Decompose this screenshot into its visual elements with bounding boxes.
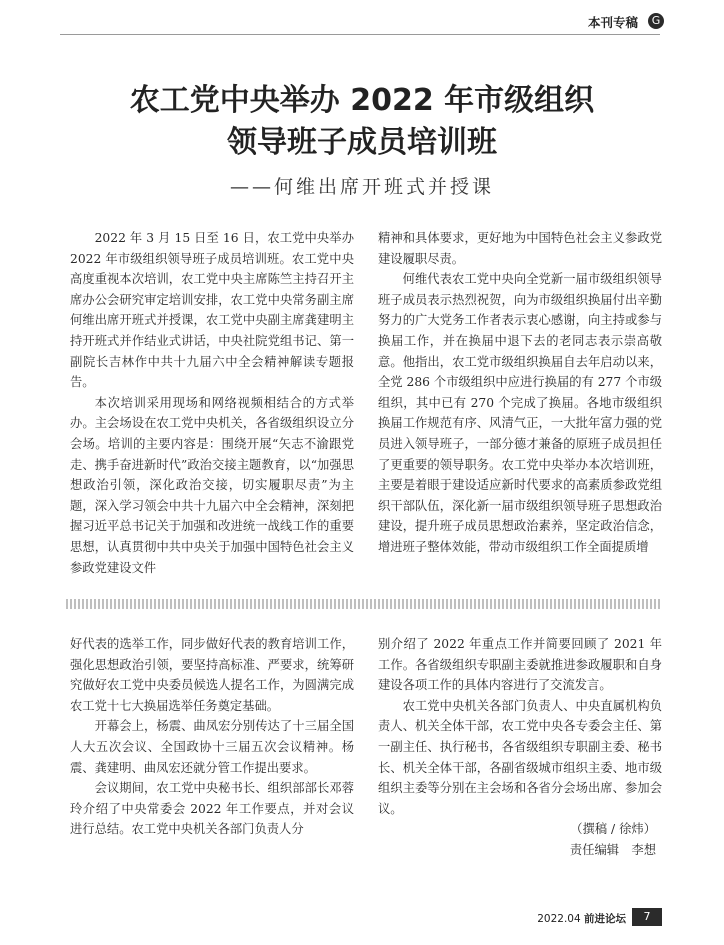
paragraph: 2022 年 3 月 15 日至 16 日，农工党中央举办 2022 年市级组织领导班子成员培训班。农工党中央高度重视本次培训，农工党中央主席陈竺主持召开主席办公会研究审定培训安排，农工党中央常务副主席何维出席开班式并授课，农工党中央副主席龚建明主持开班式并作结业式讲话，中央社院党组书记、第一副院长吉林作中共十九届六中全会精神解读专题报告。 xyxy=(70,231,354,390)
paragraph: 好代表的选举工作，同步做好代表的教育培训工作，强化思想政治引领，要坚持高标准、严要求，统筹研究做好农工党中央委员候选人提名工作，为圆满完成农工党十七大换届选举任务奠定基础。 xyxy=(70,637,354,713)
magazine-name: 前进论坛 xyxy=(584,913,626,925)
column-bottom-left xyxy=(70,634,354,840)
title-line-2: 领导班子成员培训班 xyxy=(227,125,497,160)
column-top-right xyxy=(378,228,662,558)
article-subtitle: ——何维出席开班式并授课 xyxy=(229,176,494,198)
section-divider xyxy=(66,599,660,609)
author-credit: （撰稿 / 徐炜） xyxy=(570,822,656,837)
magazine-logo-icon: G xyxy=(648,13,664,29)
paragraph: 别介绍了 2022 年重点工作并简要回顾了 2021 年工作。各省级组织专职副主委就推进参政履职和自身建设各项工作的具体内容进行了交流发言。 xyxy=(378,637,662,693)
paragraph: 开幕会上，杨震、曲凤宏分别传达了十三届全国人大五次会议、全国政协十三届五次会议精神。杨震、龚建明、曲凤宏还就分管工作提出要求。 xyxy=(70,719,354,775)
page-number: 7 xyxy=(632,908,662,926)
article-title xyxy=(60,80,664,164)
title-line-1: 农工党中央举办 2022 年市级组织 xyxy=(129,83,595,118)
page-footer xyxy=(537,911,626,926)
paragraph: 会议期间，农工党中央秘书长、组织部部长邓蓉玲介绍了中央常委会 2022 年工作要点，并对会议进行总结。农工党中央机关各部门负责人分 xyxy=(70,781,354,837)
paragraph: 精神和具体要求，更好地为中国特色社会主义参政党建设履职尽责。 xyxy=(378,231,662,266)
editor-credit: 责任编辑 李想 xyxy=(569,842,656,857)
header-rule xyxy=(60,34,660,35)
section-label: 本刊专稿 xyxy=(587,15,638,30)
column-top-left xyxy=(70,228,354,578)
paragraph: 本次培训采用现场和网络视频相结合的方式举办。主会场设在农工党中央机关，各省级组织设立分会场。培训的主要内容是：围绕开展“矢志不渝跟党走、携手奋进新时代”政治交接主题教育，以“加强思想政治引领，深化政治交接，切实履职尽责”为主题，深入学习领会中共十九届六中全会精神，深刻把握习近平总书记关于加强和改进统一战线工作的重要思想，认真贯彻中共中央关于加强中国特色社会主义参政党建设文件 xyxy=(70,395,354,575)
column-bottom-right xyxy=(378,634,662,861)
issue-number: 2022.04 xyxy=(537,913,581,925)
paragraph: 何维代表农工党中央向全党新一届市级组织领导班子成员表示热烈祝贺，向为市级组织换届付出辛勤努力的广大党务工作者表示衷心感谢，向主持或参与换届工作，并在换届中退下去的老同志表示崇高敬意。他指出，农工党市级组织换届自去年启动以来，全党 286 个市级组织中应进行换届的有 277 个市级组织，其中已有 270 个完成了换届。各地市级组织换届工作规范有序、风清气正，一大批年富力强的党员进入领导班子，一部分德才兼备的原班子成员担任了更重要的领导职务。农工党中央举办本次培训班，主要是着眼于建设适应新时代要求的高素质参政党组织干部队伍，深化新一届市级组织领导班子思想政治建设，提升班子成员思想政治素养，坚定政治信念，增进班子整体效能，带动市级组织工作全面提质增 xyxy=(378,272,662,554)
paragraph: 农工党中央机关各部门负责人、中央直属机构负责人、机关全体干部，农工党中央各专委会主任、第一副主任、执行秘书，各省级组织专职副主委、秘书长、机关全体干部，各副省级城市组织主委、地市级组织主委等分别在主会场和各省分会场出席、参加会议。 xyxy=(378,698,662,816)
